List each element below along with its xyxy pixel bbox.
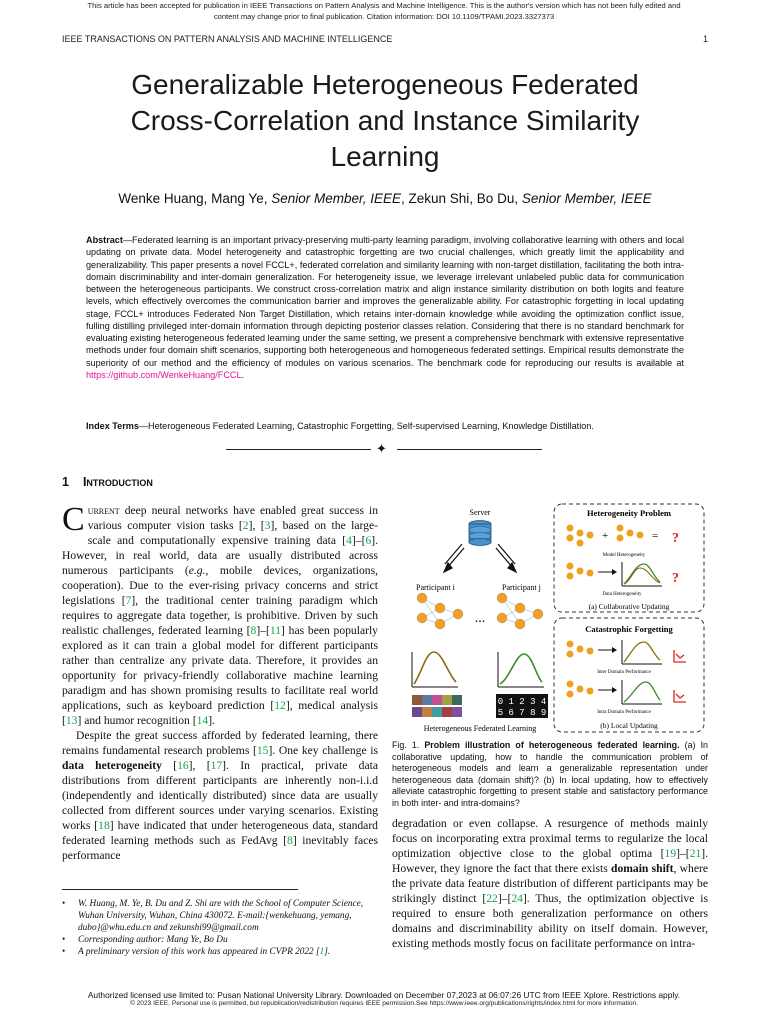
intro-paragraph-1: [62, 503, 378, 728]
author-text-2: , Zekun Shi, Bo Du,: [401, 191, 522, 206]
text-span: ]–[: [351, 534, 366, 547]
local-updating-label: (b) Local Updating: [600, 721, 658, 730]
footnote-affiliation: • W. Huang, M. Ye, B. Du and Z. Shi are with the School of Computer Science, Wuhan University, Wuhan, China 430072. E-mail:{wenkehuang, yemang, dubo}@whu.edu.cn and zekunshi99@gmail.com: [62, 898, 378, 934]
abstract-label: Abstract: [86, 235, 123, 245]
footnotes: [62, 898, 378, 958]
plus-sign: +: [602, 530, 609, 542]
paper-title: [62, 67, 708, 175]
code-link[interactable]: https://github.com/WenkeHuang/FCCL: [86, 369, 242, 380]
citation-link[interactable]: 8: [250, 624, 257, 637]
collaborative-updating-label: (a) Collaborative Updating: [588, 602, 670, 611]
citation-link[interactable]: 14: [196, 714, 209, 727]
citation-link[interactable]: 7: [125, 594, 132, 607]
text-span: [: [161, 759, 178, 772]
abstract: [86, 234, 684, 381]
citation-link[interactable]: 18: [98, 819, 110, 832]
text-span: ].: [208, 714, 215, 727]
right-paragraph: [392, 816, 708, 951]
equals-sign: =: [652, 530, 659, 542]
text-span: ] and humor recognition [: [77, 714, 197, 727]
author-role-2: Senior Member, IEEE: [521, 191, 652, 206]
index-terms-body: —Heterogeneous Federated Learning, Catastrophic Forgetting, Self-supervised Learning, Knowledge Distillation.: [138, 421, 594, 431]
text-span: Despite the great success afforded by federated learning, there remains fundamental research problems [: [62, 729, 378, 757]
model-heterogeneity-label: Model Heterogeneity: [602, 553, 646, 558]
citation-link[interactable]: 17: [210, 759, 223, 772]
citation-link[interactable]: 22: [486, 892, 498, 905]
index-terms: [86, 421, 684, 431]
citation-link[interactable]: 8: [287, 834, 293, 847]
footnote-rule: [62, 889, 298, 890]
section-number: 1: [62, 475, 69, 489]
question-mark-2: ?: [672, 571, 679, 586]
text-span: ] has been popularly explored as it can train a global model for different participants rather than centralize any private data. Therefore, it provides an opportunity for privacy-friendly collaborative machine learning paradigm and has shown promising results to facilitate real world applications, such as keyboard prediction [: [62, 624, 378, 712]
citation-link[interactable]: 13: [65, 714, 78, 727]
author-text-1: Wenke Huang, Mang Ye,: [118, 191, 272, 206]
digit-thumbnails: [496, 694, 548, 718]
footnote-corresponding: • Corresponding author: Mang Ye, Bo Du: [62, 934, 378, 946]
bold-term: data heterogeneity: [62, 759, 162, 772]
network-icon-left: [417, 593, 463, 629]
license-footer: Authorized licensed use limited to: Pusan National University Library. Downloaded on December 07,2023 at 06:07:26 UTC from IEEE Xplore. Restrictions apply.: [87, 990, 681, 1000]
inter-domain-row: [567, 640, 687, 664]
text-span: ]. However, in real world, data are usually distributed across numerous participants (: [62, 534, 378, 577]
participant-i-label: Participant i: [416, 583, 455, 592]
text-span: ]–[: [256, 624, 270, 637]
notice-line-2: content may change prior to final publication. Citation information: DOI 10.1109/TPAMI.2023.3327373: [213, 12, 555, 21]
bold-term: domain shift: [611, 862, 674, 875]
text-span: ], [: [248, 519, 265, 532]
server-label: Server: [469, 508, 491, 517]
communication-arrows: [444, 544, 516, 572]
question-mark-1: ?: [672, 531, 679, 546]
citation-link[interactable]: 15: [256, 744, 269, 757]
citation-link[interactable]: 6: [365, 534, 372, 547]
author-list: [62, 191, 708, 206]
server-icon: [469, 521, 491, 546]
text-span: ], medical analysis [: [62, 699, 378, 727]
text-span: ] inevitably faces performance: [62, 834, 378, 862]
catastrophic-forgetting-title: Catastrophic Forgetting: [585, 624, 673, 634]
figure-illustration: [392, 502, 708, 738]
first-word: urrent: [87, 504, 120, 517]
digits-row-2: 5 6 7 8 9: [497, 708, 547, 718]
figure-1: [392, 502, 708, 738]
citation-link[interactable]: 12: [274, 699, 286, 712]
text-span: ].: [324, 947, 331, 957]
citation-link[interactable]: 11: [269, 624, 282, 637]
ellipsis: ...: [474, 611, 486, 626]
text-span: ] have indicated that under heterogeneous data, standard federated learning methods such as FedAvg [: [62, 819, 378, 847]
divider-line-left: [226, 449, 371, 450]
inter-domain-label: Inter Domain Performance: [597, 670, 651, 675]
text-span: ]. Thus, the optimization objective is required to ensure both generalization performance on others domains and discriminability ability on itself domain. However, existing methods mostly focus on facilitate performance on intra-: [392, 892, 708, 950]
text-span: ]. One key challenge is: [268, 744, 378, 757]
citation-link[interactable]: 2: [242, 519, 249, 532]
drop-cap: C: [62, 501, 85, 538]
text-span: ], [: [188, 759, 211, 772]
copyright-footer: © 2023 IEEE. Personal use is permitted, but republication/redistribution requires IEEE permission.See https://www.ieee.org/publications/rights/index.html for more information.: [129, 1000, 639, 1007]
data-heterogeneity-icons: [567, 562, 680, 586]
title-line-1: Generalizable Heterogeneous Federated: [131, 69, 639, 100]
title-line-2: Cross-Correlation and Instance Similarity: [130, 105, 640, 136]
citation-link[interactable]: 24: [511, 892, 523, 905]
network-icon-right: [497, 593, 543, 629]
text-span: ]. In practical, private data distributions from different participants are inherently non-i.i.d (independently and identically distributed) since data are usually collected from different sources under varying scenarios. Existing works [: [62, 759, 378, 832]
index-terms-label: Index Terms: [86, 421, 139, 431]
text-span: , where the private data feature distribution of different participants may be strikingly distinct [: [392, 862, 709, 905]
intra-domain-row: [567, 680, 687, 704]
distribution-plot-right: [498, 652, 544, 687]
abstract-body: —Federated learning is an important privacy-preserving multi-party learning paradigm, involving collaborative learning with others and local updating on private data. Model heterogeneity and catastrophic forgetting are two crucial challenges, which greatly limit the applicability and generalizability. This paper presents a novel FCCL+, federated correlation and similarity learning with non-target distillation, facilitating the both intra-domain discriminability and inter-domain generalization. For heterogeneity issue, we leverage irrelevant unlabeled public data for communication between the heterogeneous participants. We construct cross-correlation matrix and align instance similarity distribution on both logits and feature levels, which effectively overcomes the communication barrier and improves the generalizable ability. For catastrophic forgetting in local updating stage, FCCL+ introduces Federated Non Target Distillation, which retains inter-domain knowledge while avoiding the optimization conflict issue, fulling distilling privileged inter-domain information through depicting posterior classes relation. Considering that there is no standard benchmark for evaluating existing heterogeneous federated learning under the same setting, we present a comprehensive benchmark with extensive representative methods under four domain shift scenarios, supporting both heterogeneous and homogeneous federated settings. Empirical results demonstrate the superiority of our method and the efficiency of modules on various scenarios. The benchmark code for reproducing our results is available at: [86, 235, 684, 368]
participant-j-label: Participant j: [502, 583, 541, 592]
citation-link[interactable]: 21: [689, 847, 702, 860]
citation-link[interactable]: 1: [319, 947, 325, 957]
notice-line-1: This article has been accepted for publication in IEEE Transactions on Pattern Analysis and Machine Intelligence. This is the author's version which has not been fully edited and: [87, 1, 681, 10]
section-heading: [62, 475, 153, 489]
divider-line-right: [397, 449, 542, 450]
caption-label: Fig. 1.: [392, 740, 425, 750]
left-column: [62, 503, 378, 863]
intra-domain-label: Intra Domain Performance: [597, 710, 651, 715]
citation-link[interactable]: 4: [346, 534, 352, 547]
figure-caption: [392, 740, 708, 809]
text-span: ]–[: [497, 892, 512, 905]
text-span: ], the traditional center training paradigm which requires to aggregate data together, is prohibitive. Driven by such realistic challenges, federated learning [: [62, 594, 378, 637]
caption-bold: Problem illustration of heterogeneous federated learning.: [424, 740, 680, 750]
section-divider: [226, 443, 542, 455]
text-span: deep neural networks have enabled great success in various computer vision tasks [: [87, 504, 378, 532]
footnote-preliminary: [62, 946, 378, 958]
journal-name: IEEE TRANSACTIONS ON PATTERN ANALYSIS AND MACHINE INTELLIGENCE: [62, 34, 393, 44]
text-span: ], based on the large-scale and computationally expensive training data [: [87, 519, 378, 547]
citation-link[interactable]: 3: [264, 519, 271, 532]
citation-link[interactable]: 19: [664, 847, 677, 860]
title-line-3: Learning: [330, 141, 440, 172]
text-span: degradation or even collapse. A resurgence of methods mainly focus on incorporating extra proximal terms to regularize the local optimization objective close to the global optima [: [392, 817, 708, 860]
publication-notice: [0, 0, 768, 22]
text-span: ]. However, they ignore the fact that there exists: [392, 847, 708, 875]
eg-text: e.g.: [188, 564, 206, 577]
page-number: 1: [702, 34, 708, 44]
digits-row-1: 0 1 2 3 4: [497, 697, 547, 707]
divider-glyph: ✦: [376, 441, 387, 456]
heterogeneity-title: Heterogeneity Problem: [587, 508, 671, 518]
running-head: [62, 34, 708, 44]
text-span: ]–[: [676, 847, 690, 860]
hfl-label: Heterogeneous Federated Learning: [423, 724, 537, 733]
distribution-plot-left: [412, 652, 458, 687]
section-title: Introduction: [82, 475, 153, 489]
model-heterogeneity-icons: [567, 525, 680, 547]
caption-body: (a) In collaborative updating, how to handle the communication problem of heterogeneous models and learn a generalizable representation under heterogeneous data (domain shift)? (b) In local updating, how to effectively alleviate catastrophic forgetting to present stable and satisfactory performance in both inter- and intra-domains?: [392, 740, 708, 808]
right-column: [392, 816, 708, 951]
data-heterogeneity-label: Data Heterogeneity: [602, 592, 642, 597]
text-span: , mobile devices, organizations, cooperation). Due to the ever-rising privacy concerns and strict legislations [: [62, 564, 379, 607]
abstract-end: .: [241, 369, 245, 380]
text-span: A preliminary version of this work has appeared in CVPR 2022 [: [78, 947, 320, 957]
intro-paragraph-2: [62, 728, 378, 863]
image-thumbnails: [412, 695, 462, 717]
citation-link[interactable]: 16: [177, 759, 189, 772]
author-role-1: Senior Member, IEEE: [271, 191, 402, 206]
